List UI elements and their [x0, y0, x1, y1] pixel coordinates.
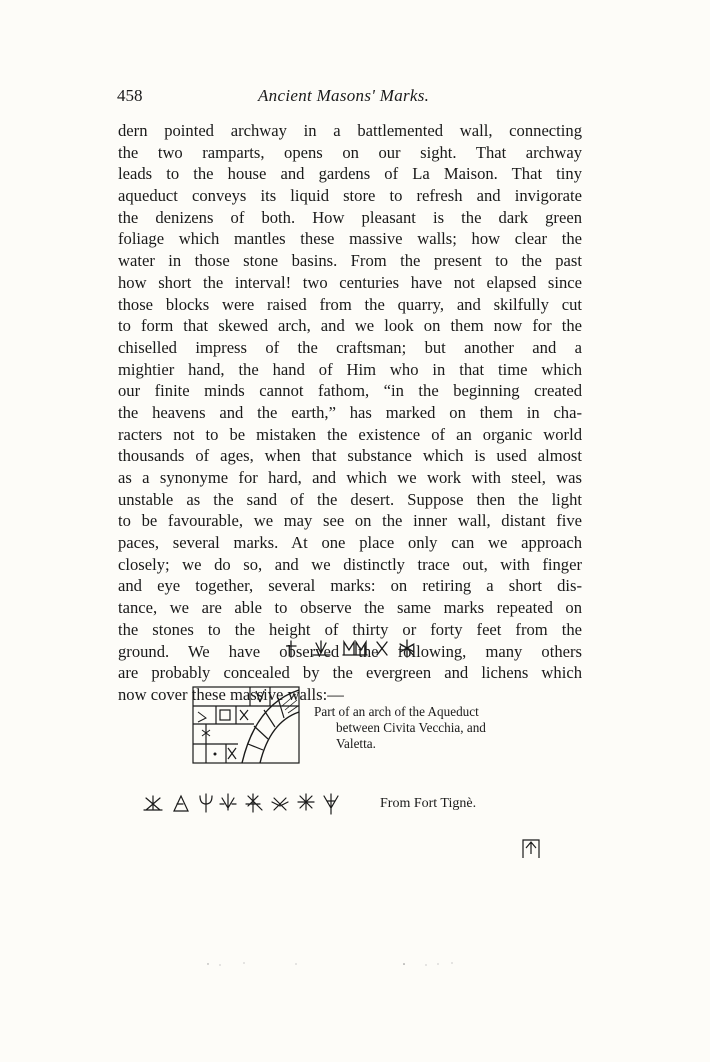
star-triangle-mark [144, 796, 162, 810]
body-text [118, 120, 582, 706]
text-line: the denizens of both. How pleasant is the dark green [118, 207, 582, 227]
text-line: tance, we are able to observe the same marks repeated on [118, 598, 582, 618]
text-line: racters not to be mistaken the existence of an organic world [118, 424, 582, 444]
figure-caption [314, 704, 544, 753]
fort-tigne-label: From Fort Tignè. [380, 796, 477, 811]
running-title: Ancient Masons' Marks. [258, 86, 430, 105]
text-line: paces, several marks. At one place only can we approach [118, 533, 582, 553]
text-line: are probably concealed by the evergreen and lichens which [118, 663, 582, 683]
fort-tigne-marks-row [140, 788, 370, 820]
bracket-m-mark [520, 836, 542, 860]
text-line: ground. We have observed the following, many others [118, 641, 582, 661]
text-line: unstable as the sand of the desert. Suppose then the light [118, 489, 582, 509]
arrow-bar-mark [313, 641, 330, 655]
text-line: those blocks were raised from the quarry, and skilfully cut [118, 294, 582, 314]
text-line: to form that skewed arch, and we look on them now for the [118, 316, 582, 336]
text-line: now cover these massive walls:— [118, 684, 344, 704]
cross-mark [286, 641, 296, 657]
text-line: our finite minds cannot fathom, “in the beginning created [118, 381, 582, 401]
caption-line: between Civita Vecchia, and [336, 720, 486, 736]
text-line: closely; we do so, and we distinctly trace out, with finger [118, 554, 582, 574]
trident-mark [200, 794, 212, 812]
aqueduct-arch-figure [192, 682, 302, 766]
text-line: aqueduct conveys its liquid store to refresh and invigorate [118, 186, 582, 206]
text-line: the stones to the height of thirty or forty feet from the [118, 619, 582, 639]
text-line: foliage which mantles these massive walls; how clear the [118, 229, 582, 249]
arrow-dash-mark [220, 794, 236, 810]
text-line: as a synonyme for hard, and which we work with steel, was [118, 468, 582, 487]
text-line: and eye together, several marks: on retiring a short dis- [118, 576, 582, 596]
text-line: dern pointed archway in a battlemented wall, connecting [118, 121, 582, 140]
star-cross-mark [298, 794, 314, 810]
page-header [117, 86, 582, 108]
caption-line: Valetta. [336, 736, 376, 752]
page-number: 458 [117, 86, 143, 105]
hooked-cross-mark [246, 794, 262, 812]
text-line: the two ramparts, opens on our sight. That archway [118, 142, 582, 162]
chevron-x-mark [272, 798, 288, 810]
text-line: mightier hand, the hand of Him who in that time which [118, 359, 582, 379]
text-line: water in those stone basins. From the present to the past [118, 251, 582, 271]
double-m-mark [343, 642, 367, 655]
text-line: thousands of ages, when that substance which is used almost [118, 446, 582, 466]
masons-marks-row [286, 635, 456, 665]
text-line: chiselled impress of the craftsman; but another and a [118, 337, 582, 357]
v-stem-mark [324, 794, 338, 814]
triangle-mark [174, 796, 188, 811]
text-line: the heavens and the earth,” has marked on them in cha- [118, 402, 582, 422]
text-line: how short the interval! two centuries have not elapsed since [118, 272, 582, 292]
x-mark [377, 642, 387, 655]
text-line: leads to the house and gardens of La Maison. That tiny [118, 164, 582, 184]
caption-line: Part of an arch of the Aqueduct [314, 704, 479, 719]
paper-specks [200, 960, 470, 968]
star-branch-mark [400, 640, 414, 657]
text-line: to be favourable, we may see on the inner wall, distant five [118, 511, 582, 531]
